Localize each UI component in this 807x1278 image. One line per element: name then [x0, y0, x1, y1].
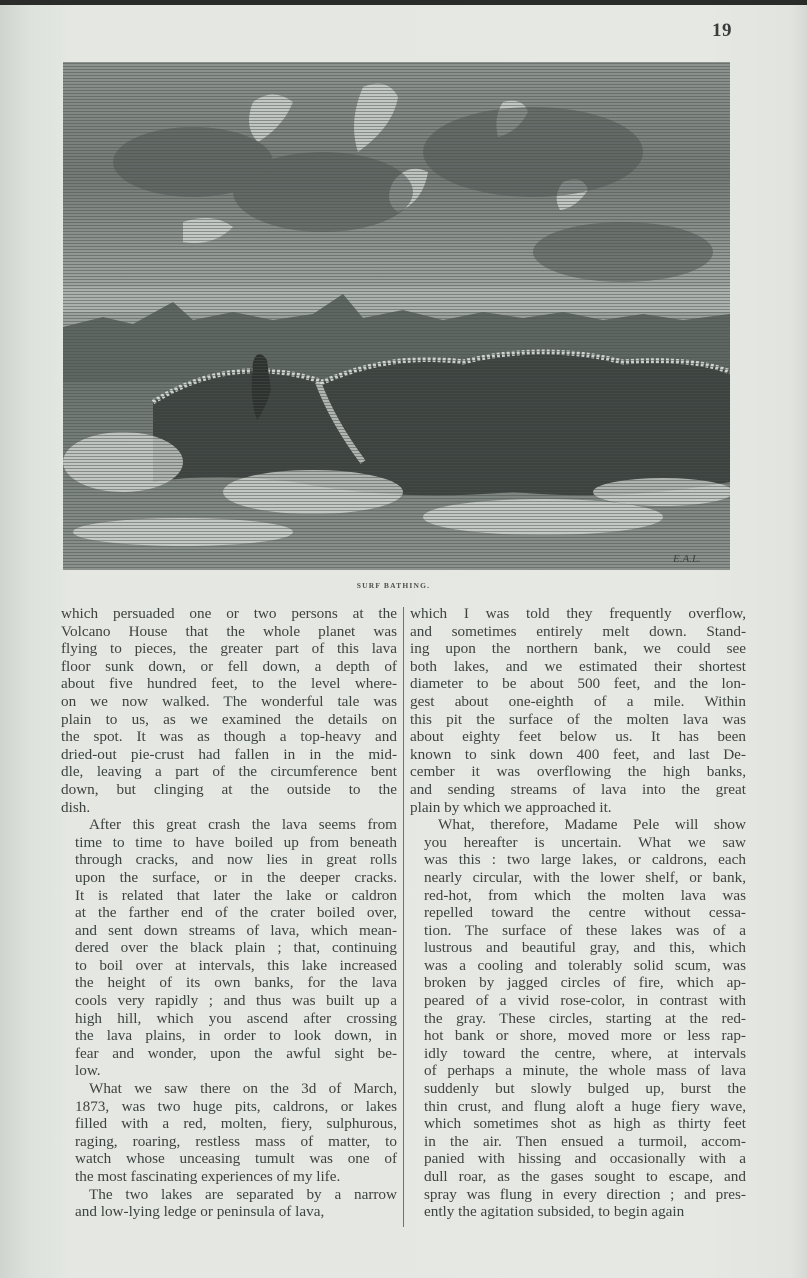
- text-line: was a cooling and tolerably solid scum, was: [424, 956, 746, 974]
- text-line: ing upon the northern bank, we could see: [410, 640, 746, 658]
- text-line: the spot. It was as though a top-heavy and: [61, 728, 397, 746]
- text-line: After this great crash the lava seems from: [89, 816, 397, 834]
- text-line: down, but clinging at the outside to the: [61, 780, 397, 798]
- text-line: about eighty feet below us. It has been: [410, 728, 746, 746]
- text-line: which I was told they frequently overflow,: [410, 605, 746, 622]
- text-line: panied with hissing and occasionally with a: [424, 1150, 746, 1168]
- text-line: 1873, was two huge pits, caldrons, or lakes: [75, 1097, 397, 1115]
- text-line: and sent down streams of lava, which mean-: [75, 921, 397, 939]
- text-line: flying to pieces, the greater part of this lava: [61, 640, 397, 658]
- text-line: lustrous and beautiful gray, and this, which: [424, 939, 746, 957]
- paragraph: [410, 816, 746, 1221]
- text-line: in the air. Then ensued a turmoil, accom-: [424, 1132, 746, 1150]
- text-line: and sometimes entirely melt down. Stand-: [410, 622, 746, 640]
- text-line: The two lakes are separated by a narrow: [89, 1185, 397, 1203]
- text-line: broken by jagged circles of fire, which ap-: [424, 974, 746, 992]
- text-line: about five hundred feet, to the level where-: [61, 675, 397, 693]
- paragraph: [61, 816, 397, 1080]
- paragraph: [61, 1080, 397, 1186]
- paragraph: [61, 1186, 397, 1221]
- text-line: floor sunk down, or fell down, a depth of: [61, 657, 397, 675]
- text-line: watch whose unceasing tumult was one of: [75, 1150, 397, 1168]
- text-line: low.: [75, 1062, 101, 1080]
- surf-bathing-engraving: [63, 62, 730, 570]
- text-line: Volcano House that the whole planet was: [61, 622, 397, 640]
- text-line: known to sink down 400 feet, and last De-: [410, 745, 746, 763]
- text-line: thin crust, and flung aloft a huge fiery wave,: [424, 1097, 746, 1115]
- caption-text: SURF BATHING.: [356, 581, 431, 590]
- text-line: What we saw there on the 3d of March,: [89, 1080, 397, 1098]
- illustration-caption: [0, 581, 807, 590]
- text-line: red-hot, from which the molten lava was: [424, 886, 746, 904]
- text-line: raging, roaring, restless mass of matter, to: [75, 1132, 397, 1150]
- text-line: dered over the black plain ; that, continuing: [75, 939, 397, 957]
- text-line: the height of its own banks, for the lava: [75, 974, 397, 992]
- paragraph: [61, 605, 397, 816]
- text-line: dle, leaving a part of the circumference bent: [61, 763, 397, 781]
- text-line: dish.: [61, 798, 91, 816]
- text-line: tion. The surface of these lakes was of a: [424, 921, 746, 939]
- paragraph: [410, 605, 746, 816]
- text-line: time to time to have boiled up from beneath: [75, 833, 397, 851]
- text-line: which sometimes shot as high as thirty feet: [424, 1115, 746, 1133]
- page-number: 19: [712, 20, 732, 41]
- scan-top-edge: [0, 0, 807, 5]
- text-line: diameter to be about 500 feet, and the lon-: [410, 675, 746, 693]
- column-divider: [403, 607, 404, 1227]
- text-line: What, therefore, Madame Pele will show: [438, 816, 746, 834]
- text-line: at the farther end of the crater boiled over,: [75, 904, 397, 922]
- text-line: filled with a red, molten, fiery, sulphurous,: [75, 1115, 397, 1133]
- text-line: on we now walked. The wonderful tale was: [61, 692, 397, 710]
- text-line: peared of a vivid rose-color, in contrast with: [424, 992, 746, 1010]
- text-line: cools very rapidly ; and thus was built up a: [75, 992, 397, 1010]
- text-line: spray was flung in every direction ; and pres-: [424, 1185, 746, 1203]
- text-line: high hill, which you ascend after crossing: [75, 1009, 397, 1027]
- text-line: ently the agitation subsided, to begin again: [424, 1203, 685, 1221]
- text-line: hot bank or shore, moved more or less rap-: [424, 1027, 746, 1045]
- text-line: repelled toward the centre without cessa-: [424, 904, 746, 922]
- text-column-right: [410, 605, 746, 1221]
- text-line: cember it was overflowing the high banks,: [410, 763, 746, 781]
- text-line: and low-lying ledge or peninsula of lava,: [75, 1203, 325, 1221]
- text-line: of perhaps a minute, the whole mass of lava: [424, 1062, 746, 1080]
- text-line: to boil over at intervals, this lake increased: [75, 956, 397, 974]
- text-line: nearly circular, with the lower shelf, or bank,: [424, 868, 746, 886]
- text-line: which persuaded one or two persons at the: [61, 605, 397, 622]
- text-line: and sending streams of lava into the great: [410, 780, 746, 798]
- text-line: this pit the surface of the molten lava was: [410, 710, 746, 728]
- text-line: upon the surface, or in the deeper cracks.: [75, 868, 397, 886]
- text-line: the lava plains, in order to look down, in: [75, 1027, 397, 1045]
- text-line: dull roar, as the gases sought to escape, and: [424, 1168, 746, 1185]
- text-line: dried-out pie-crust had fallen in in the mid-: [61, 745, 397, 763]
- text-line: you hereafter is uncertain. What we saw: [424, 833, 746, 851]
- text-line: plain to us, as we examined the details on: [61, 710, 397, 728]
- text-line: gest about one-eighth of a mile. Within: [410, 692, 746, 710]
- text-line: was this : two large lakes, or caldrons, each: [424, 851, 746, 869]
- text-column-left: [61, 605, 397, 1221]
- text-line: idly toward the centre, where, at intervals: [424, 1044, 746, 1062]
- text-line: both lakes, and we estimated their shortest: [410, 657, 746, 675]
- text-line: through cracks, and now lies in great rolls: [75, 851, 397, 869]
- text-line: the gray. These circles, starting at the red-: [424, 1009, 746, 1027]
- svg-text:E.A.L.: E.A.L.: [673, 553, 701, 565]
- text-line: plain by which we approached it.: [410, 798, 612, 816]
- text-line: fear and wonder, upon the awful sight be-: [75, 1044, 397, 1062]
- text-line: the most fascinating experiences of my life.: [75, 1168, 341, 1185]
- text-line: It is related that later the lake or caldron: [75, 886, 397, 904]
- text-line: suddenly but slowly bulged up, burst the: [424, 1080, 746, 1098]
